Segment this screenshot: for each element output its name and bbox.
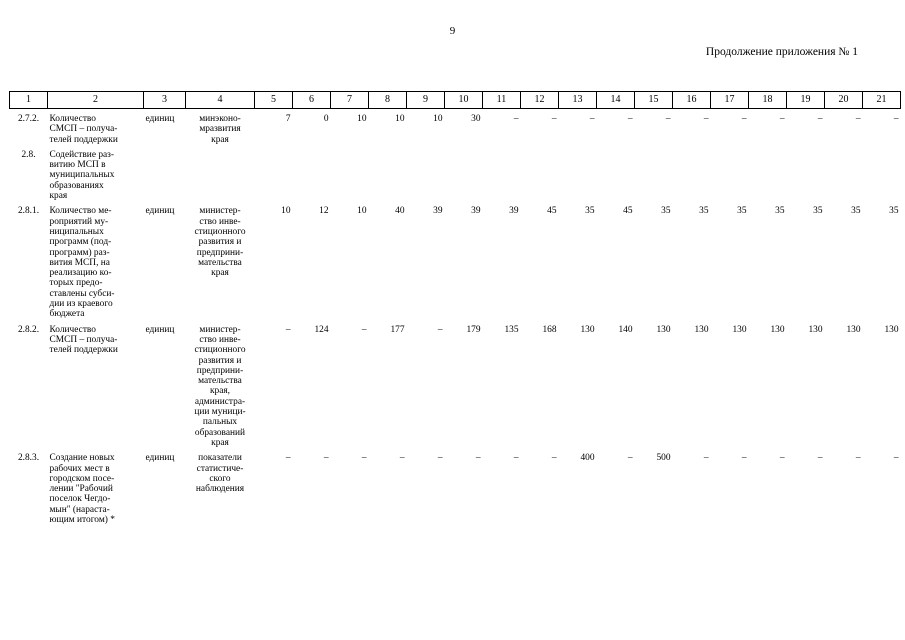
indicators-table xyxy=(9,91,901,525)
cell-line: ции муници- xyxy=(194,407,246,418)
cell-line: роприятий му- xyxy=(49,216,109,227)
cell-line: министер- xyxy=(199,206,241,217)
value-cell xyxy=(711,145,749,201)
column-header: 14 xyxy=(597,92,635,109)
column-header: 17 xyxy=(711,92,749,109)
column-header: 19 xyxy=(787,92,825,109)
value-cell: 179 xyxy=(466,324,481,335)
value-cell: – xyxy=(285,324,291,335)
indicator-name xyxy=(48,320,144,449)
table-row xyxy=(10,448,901,525)
cell-line: муниципальных xyxy=(49,170,115,181)
value-cell xyxy=(445,145,483,201)
cell-line: витию МСП в xyxy=(49,160,106,171)
value-cell xyxy=(369,145,407,201)
indicator-name xyxy=(48,109,144,145)
value-cell: 130 xyxy=(846,324,861,335)
cell-line: края xyxy=(211,134,229,145)
cell-line: телей поддержки xyxy=(49,345,118,356)
value-cell: – xyxy=(779,114,785,124)
column-header: 10 xyxy=(445,92,483,109)
value-cell: 35 xyxy=(889,206,899,217)
cell-line: Содействие раз- xyxy=(49,149,114,160)
value-cell: 35 xyxy=(737,206,747,217)
executor-cell xyxy=(186,448,255,525)
table-row xyxy=(10,109,901,145)
value-cell xyxy=(407,145,445,201)
value-cell: – xyxy=(665,114,671,124)
cell-line: развития и xyxy=(198,355,242,366)
cell-line: поселок Чегдо- xyxy=(49,494,111,505)
value-cell: – xyxy=(855,453,861,464)
cell-line: показатели xyxy=(198,453,242,464)
value-cell: – xyxy=(513,114,519,124)
value-cell: 130 xyxy=(580,324,595,335)
column-header: 13 xyxy=(559,92,597,109)
value-cell: 10 xyxy=(357,114,367,124)
value-cell: 140 xyxy=(618,324,633,335)
cell-line: стиционного xyxy=(194,345,246,356)
value-cell: 168 xyxy=(542,324,557,335)
cell-line: Количество xyxy=(49,114,96,124)
row-number: 2.7.2. xyxy=(17,114,40,124)
value-cell: 35 xyxy=(661,206,671,217)
unit-cell: единиц xyxy=(145,206,175,217)
value-cell: – xyxy=(361,453,367,464)
value-cell: 10 xyxy=(395,114,405,124)
cell-line: реализацию ко- xyxy=(49,268,112,279)
value-cell xyxy=(255,145,293,201)
row-number: 2.8.1. xyxy=(17,206,40,217)
column-header: 20 xyxy=(825,92,863,109)
column-header: 12 xyxy=(521,92,559,109)
cell-line: бюджета xyxy=(49,309,85,320)
value-cell: – xyxy=(817,453,823,464)
cell-line: телей поддержки xyxy=(49,134,118,145)
indicator-name xyxy=(48,448,144,525)
cell-line: СМСП – получа- xyxy=(49,334,118,345)
column-header: 2 xyxy=(48,92,144,109)
value-cell xyxy=(749,145,787,201)
cell-line: края xyxy=(211,437,229,448)
unit-cell: единиц xyxy=(145,324,175,335)
value-cell xyxy=(293,145,331,201)
executor-cell xyxy=(186,109,255,145)
value-cell xyxy=(521,145,559,201)
value-cell: 0 xyxy=(323,114,329,124)
value-cell: 39 xyxy=(509,206,519,217)
cell-line: статистиче- xyxy=(196,463,244,474)
value-cell: 45 xyxy=(623,206,633,217)
cell-line: предприни- xyxy=(196,365,244,376)
value-cell: 130 xyxy=(656,324,671,335)
cell-line: ставлены субси- xyxy=(49,288,115,299)
value-cell xyxy=(483,145,521,201)
cell-line: рабочих мест в xyxy=(49,463,110,474)
executor-cell xyxy=(186,320,255,449)
cell-line: администра- xyxy=(194,396,246,407)
cell-line: торых предо- xyxy=(49,278,103,289)
row-number: 2.8. xyxy=(21,149,36,160)
value-cell: 39 xyxy=(471,206,481,217)
cell-line: наблюдения xyxy=(195,484,245,495)
column-header: 11 xyxy=(483,92,521,109)
page-number: 9 xyxy=(449,25,456,37)
cell-line: мательства xyxy=(198,257,242,268)
value-cell xyxy=(787,145,825,201)
value-cell: 35 xyxy=(585,206,595,217)
cell-line: предприни- xyxy=(196,247,244,258)
cell-line: лении "Рабочий xyxy=(49,484,113,495)
column-header: 6 xyxy=(293,92,331,109)
unit-cell xyxy=(144,145,186,201)
cell-line: образованиях xyxy=(49,180,104,191)
column-header: 16 xyxy=(673,92,711,109)
value-cell: – xyxy=(437,453,443,464)
value-cell: – xyxy=(627,453,633,464)
cell-line: мательства xyxy=(198,376,242,387)
value-cell: – xyxy=(779,453,785,464)
value-cell: 35 xyxy=(699,206,709,217)
value-cell: 35 xyxy=(775,206,785,217)
value-cell: – xyxy=(741,114,747,124)
cell-line: образований xyxy=(194,427,246,438)
value-cell xyxy=(559,145,597,201)
column-header: 9 xyxy=(407,92,445,109)
column-header: 7 xyxy=(331,92,369,109)
executor-cell xyxy=(186,201,255,319)
value-cell: – xyxy=(703,453,709,464)
value-cell: – xyxy=(551,114,557,124)
cell-line: ство инве- xyxy=(199,216,241,227)
value-cell: – xyxy=(627,114,633,124)
value-cell: – xyxy=(475,453,481,464)
unit-cell: единиц xyxy=(145,453,175,464)
value-cell: – xyxy=(361,324,367,335)
value-cell xyxy=(597,145,635,201)
value-cell: – xyxy=(703,114,709,124)
value-cell: 500 xyxy=(656,453,671,464)
column-header: 3 xyxy=(144,92,186,109)
cell-line: городском посе- xyxy=(49,473,115,484)
value-cell: – xyxy=(323,453,329,464)
column-header: 8 xyxy=(369,92,407,109)
value-cell: 10 xyxy=(357,206,367,217)
cell-line: ниципальных xyxy=(49,226,104,237)
value-cell: – xyxy=(893,453,899,464)
indicator-name xyxy=(48,145,144,201)
value-cell xyxy=(635,145,673,201)
column-header: 18 xyxy=(749,92,787,109)
value-cell: 40 xyxy=(395,206,405,217)
value-cell: 7 xyxy=(285,114,291,124)
value-cell: 130 xyxy=(770,324,785,335)
value-cell: – xyxy=(741,453,747,464)
column-header: 5 xyxy=(255,92,293,109)
table-row xyxy=(10,201,901,319)
cell-line: мразвития xyxy=(199,124,241,135)
cell-line: края xyxy=(211,268,229,279)
cell-line: минэконо- xyxy=(199,114,241,124)
cell-line: края, xyxy=(209,386,231,397)
cell-line: Создание новых xyxy=(49,453,115,464)
value-cell: 30 xyxy=(471,114,481,124)
value-cell: – xyxy=(551,453,557,464)
row-number: 2.8.2. xyxy=(17,324,40,335)
value-cell: 45 xyxy=(547,206,557,217)
value-cell xyxy=(331,145,369,201)
cell-line: Количество ме- xyxy=(49,206,112,217)
cell-line: мын" (нараста- xyxy=(49,504,110,515)
value-cell: 35 xyxy=(813,206,823,217)
cell-line: ского xyxy=(209,473,231,484)
cell-line: программ) раз- xyxy=(49,247,110,258)
cell-line: стиционного xyxy=(194,226,246,237)
cell-line: министер- xyxy=(199,324,241,335)
value-cell xyxy=(825,145,863,201)
table-body xyxy=(10,109,901,526)
indicator-name xyxy=(48,201,144,319)
value-cell: – xyxy=(285,453,291,464)
value-cell: 124 xyxy=(314,324,329,335)
value-cell: – xyxy=(893,114,899,124)
cell-line: развития и xyxy=(198,237,242,248)
value-cell: 35 xyxy=(851,206,861,217)
column-header: 21 xyxy=(863,92,901,109)
executor-cell xyxy=(186,145,255,201)
value-cell: 400 xyxy=(580,453,595,464)
value-cell: – xyxy=(399,453,405,464)
value-cell: 130 xyxy=(694,324,709,335)
value-cell: – xyxy=(817,114,823,124)
cell-line: программ (под- xyxy=(49,237,112,248)
row-number: 2.8.3. xyxy=(17,453,40,464)
value-cell: – xyxy=(437,324,443,335)
table-row xyxy=(10,145,901,201)
value-cell: 130 xyxy=(884,324,899,335)
cell-line: края xyxy=(49,191,68,202)
unit-cell: единиц xyxy=(145,114,175,124)
table-row xyxy=(10,320,901,449)
continuation-title: Продолжение приложения № 1 xyxy=(705,46,858,58)
value-cell: – xyxy=(513,453,519,464)
cell-line: пальных xyxy=(202,417,238,428)
value-cell: 177 xyxy=(390,324,405,335)
value-cell: 130 xyxy=(808,324,823,335)
cell-line: СМСП – получа- xyxy=(49,124,118,135)
value-cell: 135 xyxy=(504,324,519,335)
value-cell: – xyxy=(589,114,595,124)
value-cell xyxy=(673,145,711,201)
value-cell xyxy=(863,145,901,201)
header-row xyxy=(10,92,901,109)
cell-line: вития МСП, на xyxy=(49,257,110,268)
value-cell: 39 xyxy=(433,206,443,217)
cell-line: ство инве- xyxy=(199,334,241,345)
column-header: 4 xyxy=(186,92,255,109)
cell-line: Количество xyxy=(49,324,96,335)
value-cell: 130 xyxy=(732,324,747,335)
value-cell: – xyxy=(855,114,861,124)
value-cell: 12 xyxy=(319,206,329,217)
value-cell: 10 xyxy=(433,114,443,124)
cell-line: дии из краевого xyxy=(49,299,113,310)
column-header: 1 xyxy=(10,92,48,109)
cell-line: ющим итогом) * xyxy=(49,514,115,525)
value-cell: 10 xyxy=(281,206,291,217)
column-header: 15 xyxy=(635,92,673,109)
